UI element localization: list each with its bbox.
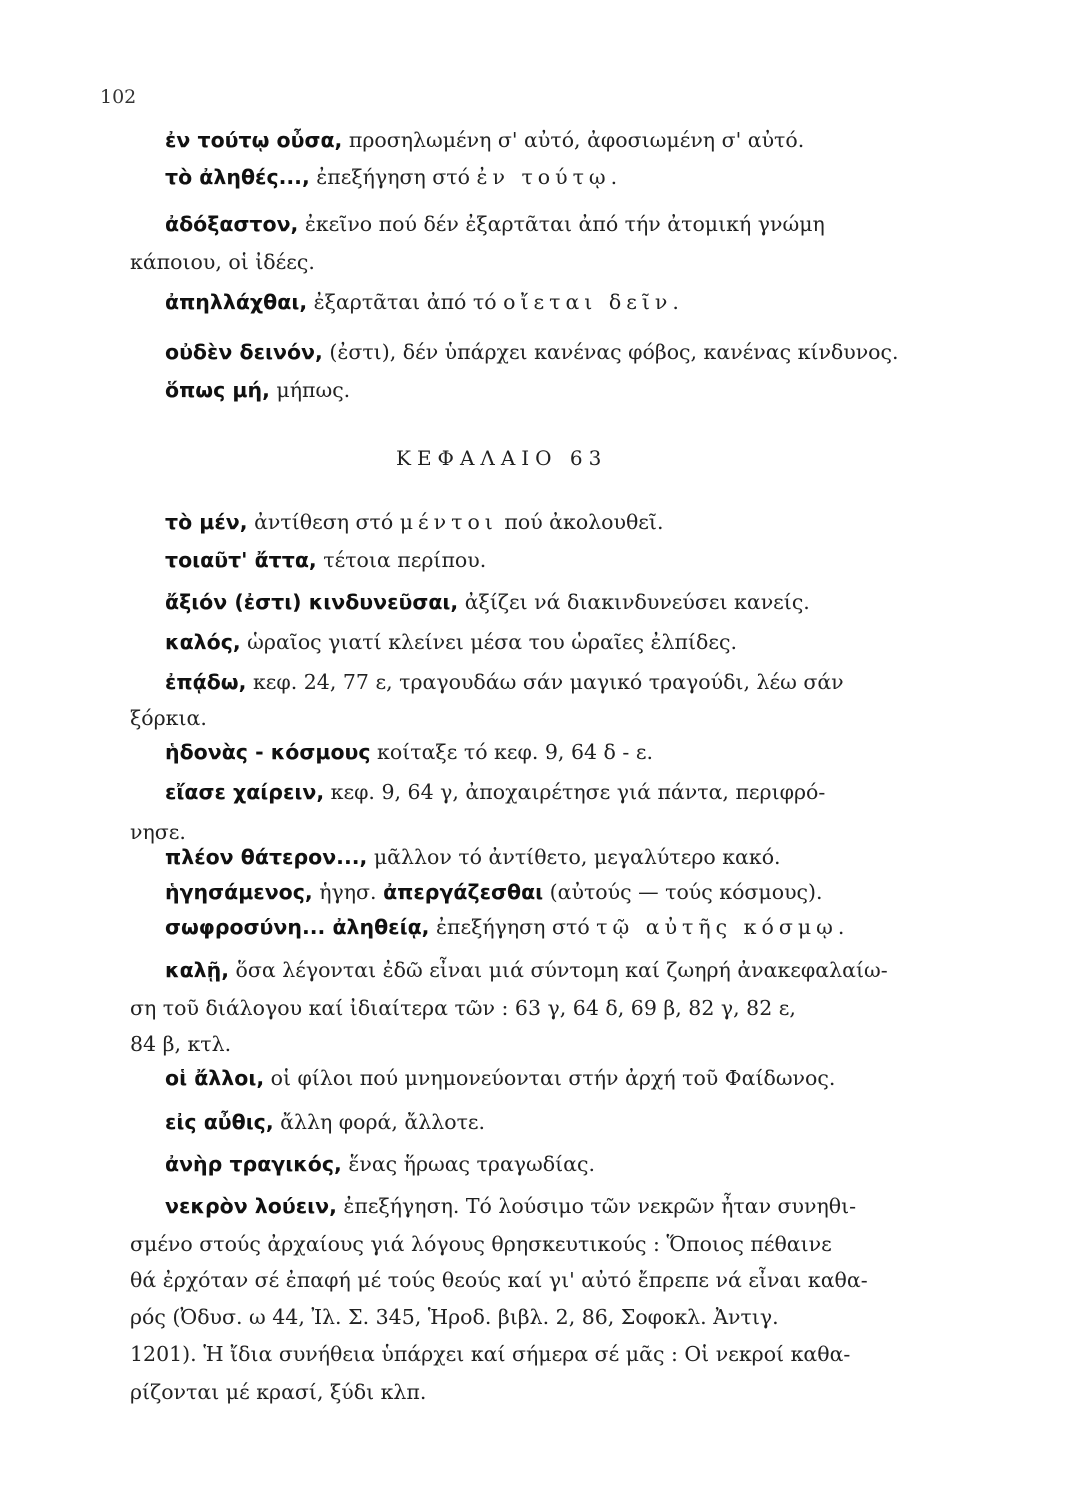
entry-term: ἐν τούτῳ οὖσα: [165, 128, 335, 152]
glossary-entry: [165, 670, 844, 694]
entry-term: οἱ ἄλλοι: [165, 1066, 257, 1090]
entry-separator: ,: [421, 915, 430, 939]
entry-spaced-text: μέντοι: [399, 510, 498, 534]
glossary-entry: [165, 880, 823, 904]
entry-text: σμένο στούς ἀρχαίους γιά λόγους θρησκευτικούς : Ὅποιος πέθαινε: [130, 1232, 832, 1256]
entry-term: ἀπηλλάχθαι: [165, 290, 300, 314]
entry-term: σωφροσύνη... ἀληθείᾳ: [165, 915, 422, 939]
entry-separator: ,: [329, 1194, 337, 1218]
glossary-entry: [165, 630, 737, 654]
continuation-line: [130, 996, 796, 1020]
entry-spaced-text: οἴεται δεῖν: [503, 290, 673, 314]
entry-text: ἐπεξήγηση. Τό λούσιμο τῶν νεκρῶν ἦταν συνηθι-: [336, 1194, 857, 1218]
glossary-entry: [165, 1066, 835, 1090]
continuation-line: [130, 1232, 832, 1256]
continuation-line: [130, 706, 207, 730]
entry-text-end: .: [672, 290, 679, 314]
glossary-entry: [165, 212, 825, 236]
entry-text-end: (αὐτούς — τούς κόσμους).: [543, 880, 823, 904]
entry-spaced-text: ἐν τούτῳ: [476, 165, 611, 189]
glossary-entry: [165, 510, 663, 534]
entry-term: τὸ ἀληθές...: [165, 165, 302, 189]
entry-text: ὅσα λέγονται ἐδῶ εἶναι μιά σύντομη καί ζωηρή ἀνακεφαλαίω-: [229, 958, 888, 982]
entry-text: (ἐστι), δέν ὑπάρχει κανένας φόβος, κανένας κίνδυνος.: [322, 340, 899, 364]
glossary-entry: [165, 1152, 595, 1176]
entry-text: κάποιου, οἱ ἰδέες.: [130, 250, 315, 274]
entry-text: μᾶλλον τό ἀντίθετο, μεγαλύτερο κακό.: [367, 845, 781, 869]
entry-text: ἄλλη φορά, ἄλλοτε.: [273, 1110, 486, 1134]
continuation-line: [130, 250, 315, 274]
entry-term: πλέον θάτερον...: [165, 845, 360, 869]
entry-term: ἄξιόν (ἐστι) κινδυνεῦσαι: [165, 590, 451, 614]
entry-text: ση τοῦ διάλογου καί ἰδιαίτερα τῶν : 63 γ, 64 δ, 69 β, 82 γ, 82 ε,: [130, 996, 796, 1020]
entry-separator: ,: [359, 845, 368, 869]
entry-term: εἴασε χαίρειν: [165, 780, 317, 804]
entry-text: κοίταξε τό κεφ. 9, 64 δ - ε.: [370, 740, 653, 764]
entry-separator: ,: [315, 340, 323, 364]
entry-term: ἐπᾴδω: [165, 670, 239, 694]
entry-text: 1201). Ἡ ἴδια συνήθεια ὑπάρχει καί σήμερα σέ μᾶς : Οἱ νεκροί καθα-: [130, 1342, 851, 1366]
glossary-entry: [165, 548, 486, 572]
entry-separator: ,: [299, 290, 308, 314]
continuation-line: [130, 820, 186, 844]
entry-text: τέτοια περίπου.: [316, 548, 487, 572]
entry-text: 84 β, κτλ.: [130, 1032, 232, 1056]
continuation-line: [130, 1268, 868, 1292]
glossary-entry: [165, 1194, 856, 1218]
entry-text: θά ἐρχόταν σέ ἐπαφή μέ τούς θεούς καί γι' αὐτό ἔπρεπε νά εἶναι καθα-: [130, 1268, 868, 1292]
glossary-entry: [165, 915, 844, 939]
entry-term: τὸ μέν: [165, 510, 240, 534]
continuation-line: [130, 1380, 426, 1404]
entry-text-end: .: [610, 165, 618, 189]
entry-term: ἀδόξαστον: [165, 212, 291, 236]
chapter-heading: ΚΕΦΑΛΑΙΟ 63: [396, 446, 608, 470]
entry-term: ἡδονὰς - κόσμους: [165, 740, 371, 764]
glossary-entry: [165, 128, 804, 152]
glossary-entry: [165, 1110, 485, 1134]
entry-term: ὅπως μή: [165, 378, 263, 402]
entry-text-end: πού ἀκολουθεῖ.: [497, 510, 664, 534]
entry-term: οὐδὲν δεινόν: [165, 340, 316, 364]
entry-separator: ,: [239, 510, 248, 534]
entry-text: προσηλωμένη σ' αὐτό, ἀφοσιωμένη σ' αὐτό.: [342, 128, 805, 152]
entry-separator: ,: [262, 378, 270, 402]
glossary-entry: [165, 780, 825, 804]
entry-text: ἐξαρτᾶται ἀπό τό: [307, 290, 504, 314]
glossary-entry: [165, 740, 653, 764]
entry-separator: ,: [334, 128, 343, 152]
entry-text: οἱ φίλοι πού μνημονεύονται στήν ἀρχή τοῦ Φαίδωνος.: [264, 1066, 836, 1090]
entry-separator: ,: [232, 630, 241, 654]
glossary-entry: [165, 958, 888, 982]
entry-term: εἰς αὖθις: [165, 1110, 266, 1134]
glossary-entry: [165, 340, 899, 364]
continuation-line: [130, 1305, 779, 1329]
entry-text: νησε.: [130, 820, 186, 844]
entry-text: ρίζονται μέ κρασί, ξύδι κλπ.: [130, 1380, 427, 1404]
entry-text: ἀξίζει νά διακινδυνεύσει κανείς.: [458, 590, 810, 614]
page-number: 102: [100, 86, 137, 108]
glossary-entry: [165, 590, 810, 614]
entry-term: ἡγησάμενος: [165, 880, 305, 904]
entry-term: νεκρὸν λούειν: [165, 1194, 330, 1218]
entry-text: ἐπεξήγηση στό: [429, 915, 597, 939]
entry-separator: ,: [334, 1152, 342, 1176]
entry-separator: ,: [238, 670, 247, 694]
entry-term: ἀνὴρ τραγικός: [165, 1152, 335, 1176]
entry-text: ὡραῖος γιατί κλείνει μέσα του ὡραῖες ἐλπίδες.: [240, 630, 737, 654]
glossary-entry: [165, 290, 679, 314]
entry-text: ρός (Ὀδυσ. ω 44, Ἰλ. Σ. 345, Ἡροδ. βιβλ. 2, 86, Σοφοκλ. Ἀντιγ.: [130, 1305, 779, 1329]
entry-text-end: .: [837, 915, 845, 939]
entry-separator: ,: [256, 1066, 265, 1090]
entry-separator: ,: [221, 958, 230, 982]
glossary-entry: [165, 378, 350, 402]
entry-separator: ,: [450, 590, 459, 614]
entry-separator: ,: [308, 548, 317, 572]
continuation-line: [130, 1342, 850, 1366]
entry-separator: ,: [316, 780, 325, 804]
entry-spaced-text: τῷ αὐτῆς κόσμῳ: [596, 915, 838, 939]
entry-separator: ,: [304, 880, 313, 904]
entry-separator: ,: [301, 165, 310, 189]
entry-text: ἐκεῖνο πού δέν ἐξαρτᾶται ἀπό τήν ἀτομική γνώμη: [298, 212, 825, 236]
entry-text: μήπως.: [269, 378, 351, 402]
entry-term: καλός: [165, 630, 233, 654]
entry-separator: ,: [290, 212, 299, 236]
entry-text: ἀντίθεση στό: [247, 510, 400, 534]
entry-text: ἐπεξήγηση στό: [309, 165, 477, 189]
entry-text: κεφ. 9, 64 γ, ἀποχαιρέτησε γιά πάντα, περιφρό-: [324, 780, 826, 804]
glossary-entry: [165, 845, 781, 869]
entry-text: ξόρκια.: [130, 706, 207, 730]
entry-text: κεφ. 24, 77 ε, τραγουδάω σάν μαγικό τραγούδι, λέω σάν: [246, 670, 844, 694]
entry-term: ἀπεργάζεσθαι: [383, 880, 544, 904]
entry-text: ἡγησ.: [312, 880, 384, 904]
glossary-entry: [165, 165, 617, 189]
entry-separator: ,: [265, 1110, 274, 1134]
entry-term: τοιαῦτ' ἄττα: [165, 548, 309, 572]
entry-text: ἕνας ἥρωας τραγωδίας.: [341, 1152, 595, 1176]
entry-term: καλῇ: [165, 958, 222, 982]
continuation-line: [130, 1032, 231, 1056]
